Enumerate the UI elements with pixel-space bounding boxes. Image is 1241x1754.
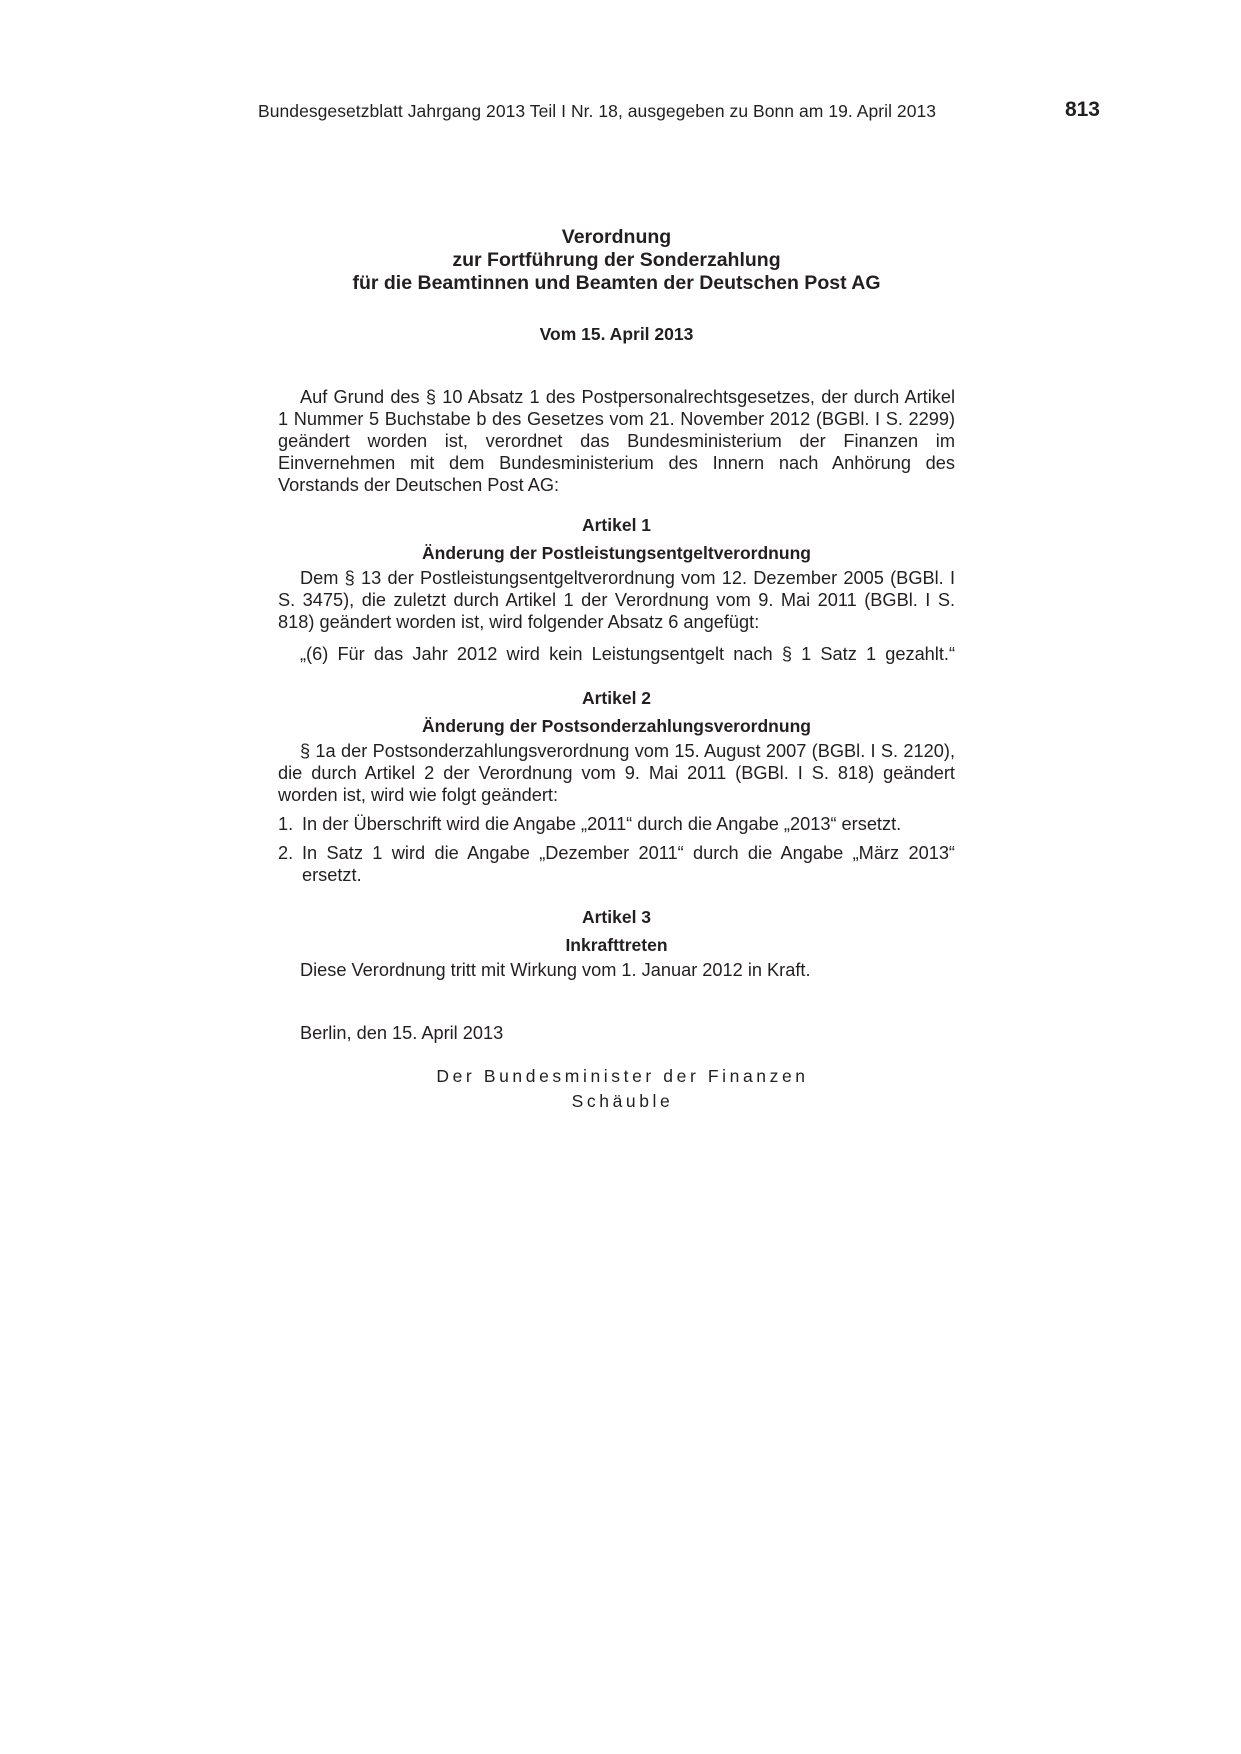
signatory-title: Der Bundesminister der Finanzen <box>436 1066 809 1086</box>
document-title <box>278 226 955 295</box>
article-2-list <box>278 813 955 886</box>
running-head: Bundesgesetzblatt Jahrgang 2013 Teil I Nr. 18, ausgegeben zu Bonn am 19. April 2013 <box>258 101 937 121</box>
place-date: Berlin, den 15. April 2013 <box>300 1023 504 1043</box>
title-line-2: zur Fortführung der Sonderzahlung <box>452 249 781 271</box>
article-1-quote: „(6) Für das Jahr 2012 wird kein Leistungsentgelt nach § 1 Satz 1 gezahlt.“ <box>300 644 955 664</box>
list-item-number: 1. <box>278 814 294 834</box>
article-2-number: Artikel 2 <box>581 688 652 708</box>
article-2-heading: Änderung der Postsonderzahlungsverordnung <box>422 716 811 736</box>
list-item-number: 2. <box>278 843 294 863</box>
page-number: 813 <box>1064 98 1100 121</box>
preamble: Auf Grund des § 10 Absatz 1 des Postpersonalrechtsgesetzes, der durch Artikel 1 Nummer 5 Buchstabe b des Gesetzes vom 21. November 2012 (BGBl. I S. 2299) geändert worden ist, verordnet das Bundesministerium der Finanzen im Einvernehmen mit dem Bundesministerium des Innern nach Anhörung des Vorstands der Deutschen Post AG: <box>278 387 955 495</box>
document-body <box>278 226 955 1114</box>
article-1-number: Artikel 1 <box>581 515 652 535</box>
title-line-3: für die Beamtinnen und Beamten der Deutschen Post AG <box>352 272 881 294</box>
list-item <box>278 842 955 886</box>
article-2-text: § 1a der Postsonderzahlungsverordnung vom 15. August 2007 (BGBl. I S. 2120), die durch Artikel 2 der Verordnung vom 9. Mai 2011 (BGBl. I S. 818) geändert worden ist, wird wie folgt geändert: <box>278 741 955 805</box>
article-3-heading: Inkrafttreten <box>565 935 668 955</box>
signatory-name: Schäuble <box>571 1091 674 1111</box>
signature-block <box>278 1064 955 1114</box>
article-1-text: Dem § 13 der Postleistungsentgeltverordnung vom 12. Dezember 2005 (BGBl. I S. 3475), die zuletzt durch Artikel 1 der Verordnung vom 9. Mai 2011 (BGBl. I S. 818) geändert worden ist, wird folgender Absatz 6 angefügt: <box>278 568 955 632</box>
title-line-1: Verordnung <box>561 226 672 248</box>
article-3-text: Diese Verordnung tritt mit Wirkung vom 1. Januar 2012 in Kraft. <box>300 960 811 980</box>
article-1-heading: Änderung der Postleistungsentgeltverordnung <box>422 543 811 563</box>
list-item <box>278 813 955 835</box>
list-item-text: In der Überschrift wird die Angabe „2011“ durch die Angabe „2013“ ersetzt. <box>302 814 902 834</box>
list-item-text: In Satz 1 wird die Angabe „Dezember 2011“ durch die Angabe „März 2013“ ersetzt. <box>302 843 955 885</box>
article-3-number: Artikel 3 <box>581 907 652 927</box>
document-date: Vom 15. April 2013 <box>539 324 694 344</box>
